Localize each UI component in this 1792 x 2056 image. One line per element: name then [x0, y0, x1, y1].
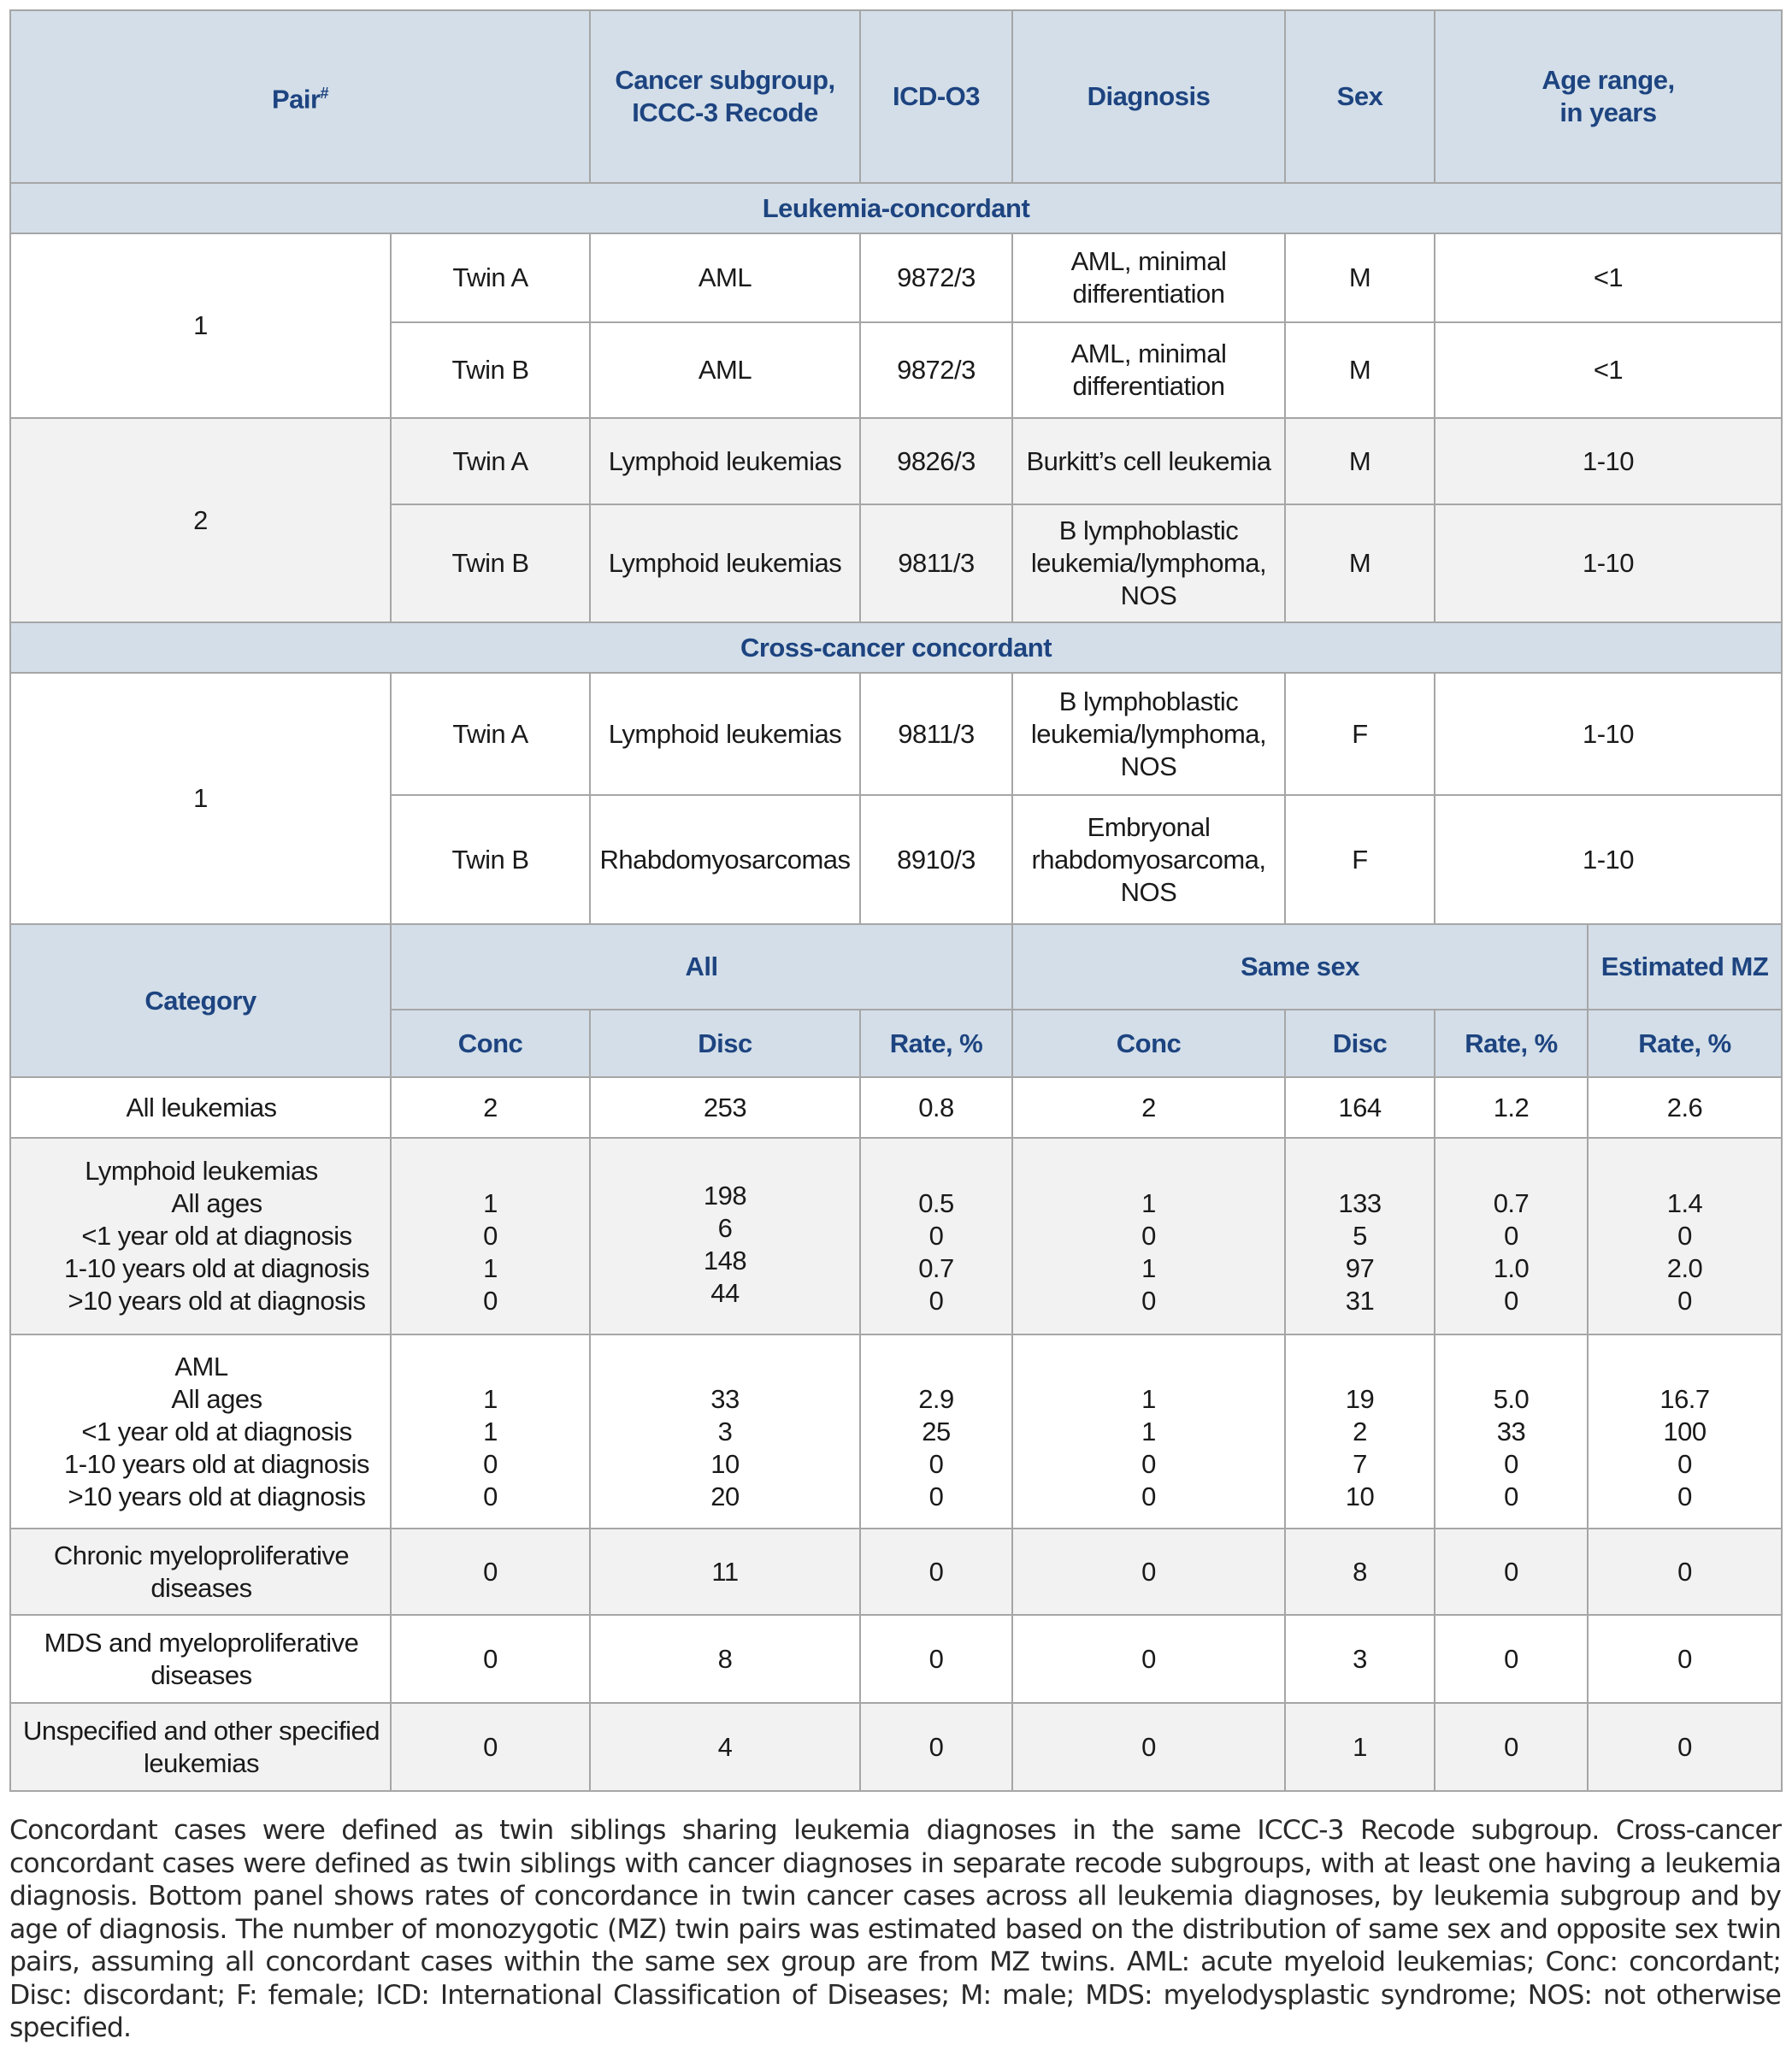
diagnosis: Embryonal rhabdomyosarcoma, NOS — [1012, 795, 1285, 924]
value: 31 — [1345, 1286, 1375, 1316]
header-all: All — [391, 924, 1012, 1010]
value: 3 — [1353, 1643, 1367, 1674]
value: 0 — [928, 1221, 944, 1251]
cancer-subgroup: Rhabdomyosarcomas — [590, 795, 860, 924]
header-estimated-mz: Estimated MZ — [1588, 924, 1782, 1010]
value: 4 — [717, 1731, 733, 1762]
cancer-subgroup: Lymphoid leukemias — [590, 504, 860, 622]
all-disc-cell — [590, 1334, 860, 1529]
value: 0 — [928, 1731, 944, 1762]
sex: F — [1285, 673, 1435, 795]
sex: M — [1285, 233, 1435, 322]
category-cell — [10, 1334, 391, 1529]
value: 253 — [703, 1092, 747, 1122]
value: 0 — [1141, 1221, 1156, 1251]
ss-conc-cell — [1012, 1138, 1285, 1334]
value: 44 — [710, 1277, 740, 1308]
header-all-rate: Rate, % — [860, 1010, 1012, 1077]
value: 7 — [1353, 1448, 1367, 1479]
mz-rate-cell — [1588, 1529, 1782, 1615]
section-title: Leukemia-concordant — [10, 183, 1782, 233]
category-label: Lymphoid leukemias — [85, 1156, 318, 1186]
ss-rate-cell — [1435, 1703, 1588, 1791]
mz-rate-cell — [1588, 1615, 1782, 1703]
value: 148 — [703, 1245, 747, 1275]
pair-number: 2 — [10, 418, 391, 622]
pairs-header-row — [10, 10, 1782, 183]
value: 164 — [1338, 1092, 1382, 1122]
age-subgroup-label: All ages — [171, 1383, 262, 1414]
value: 0 — [483, 1643, 498, 1674]
twin-label: Twin B — [391, 322, 590, 418]
age-range: <1 — [1435, 322, 1782, 418]
value: 133 — [1338, 1188, 1382, 1218]
category-cell — [10, 1138, 391, 1334]
value: 1 — [1141, 1253, 1156, 1283]
ss-disc-cell — [1285, 1077, 1435, 1138]
category-cell — [10, 1703, 391, 1791]
value: 10 — [1345, 1481, 1375, 1511]
value: 0 — [1141, 1286, 1156, 1316]
icd-code: 9811/3 — [860, 673, 1012, 795]
value: 0 — [1504, 1643, 1518, 1674]
spacer — [1442, 1155, 1580, 1187]
value: 0 — [1677, 1556, 1692, 1587]
value: 8 — [717, 1643, 733, 1674]
value: 0 — [483, 1731, 498, 1762]
ss-conc-cell — [1012, 1615, 1285, 1703]
ss-conc-cell — [1012, 1703, 1285, 1791]
age-subgroup-label: >10 years old at diagnosis — [68, 1481, 366, 1511]
age-subgroup-label: 1-10 years old at diagnosis — [63, 1448, 369, 1479]
value: 2.9 — [918, 1383, 954, 1414]
cancer-subgroup: Lymphoid leukemias — [590, 673, 860, 795]
twin-row — [10, 233, 1782, 322]
all-disc-cell — [590, 1138, 860, 1334]
ss-disc-cell — [1285, 1615, 1435, 1703]
icd-code: 9872/3 — [860, 233, 1012, 322]
spacer — [1293, 1351, 1427, 1383]
ss-rate-cell — [1435, 1138, 1588, 1334]
table-caption: Concordant cases were defined as twin siblings sharing leukemia diagnoses in the same ICCC-3 Recode subgroup. Cross-cancer concordant cases were defined as twin siblings with cancer diagnoses in separate recode subgroups, with at least one having a leukemia diagnosis. Bottom panel shows rates of concordance in twin cancer cases across all leukemia diagnoses, by leukemia subgroup and by age of diagnosis. The number of monozygotic (MZ) twin pairs was estimated based on the distribution of same sex and opposite sex twin pairs, assuming all concordant cases within the same sex group are from MZ twins. AML: acute myeloid leukemias; Conc: concordant; Disc: discordant; F: female; ICD: International Classification of Diseases; M: male; MDS: myelodysplastic syndrome; NOS: not otherwise specified. — [9, 1815, 1781, 2043]
spacer — [598, 1163, 852, 1180]
header-pair: Pair# — [10, 10, 590, 183]
diagnosis: Burkitt’s cell leukemia — [1012, 418, 1285, 504]
value: 198 — [703, 1180, 747, 1211]
value: 0 — [1677, 1731, 1692, 1762]
all-conc-cell — [391, 1529, 590, 1615]
spacer — [1020, 1351, 1277, 1383]
header-diagnosis: Diagnosis — [1012, 10, 1285, 183]
value: 1 — [483, 1383, 498, 1414]
value: 1 — [1353, 1731, 1367, 1762]
category-label: Unspecified and other specified leukemias — [22, 1715, 380, 1778]
diagnosis: B lymphoblastic leukemia/lymphoma, NOS — [1012, 504, 1285, 622]
value: 0 — [1677, 1481, 1692, 1511]
twin-label: Twin B — [391, 504, 590, 622]
all-disc-cell — [590, 1703, 860, 1791]
ss-rate-cell — [1435, 1077, 1588, 1138]
all-rate-cell — [860, 1334, 1012, 1529]
stats-header-row-1 — [10, 924, 1782, 1010]
header-same-sex: Same sex — [1012, 924, 1588, 1010]
value: 1 — [483, 1188, 498, 1218]
value: 0 — [1677, 1221, 1692, 1251]
mz-rate-cell — [1588, 1334, 1782, 1529]
ss-rate-cell — [1435, 1334, 1588, 1529]
age-subgroup-label: 1-10 years old at diagnosis — [63, 1253, 369, 1283]
all-disc-cell — [590, 1615, 860, 1703]
age-subgroup-label: All ages — [171, 1188, 262, 1218]
value: 1.2 — [1493, 1092, 1530, 1122]
sex: M — [1285, 322, 1435, 418]
category-label: MDS and myeloproliferative diseases — [44, 1627, 359, 1690]
icd-code: 9826/3 — [860, 418, 1012, 504]
stats-row — [10, 1529, 1782, 1615]
all-rate-cell — [860, 1703, 1012, 1791]
value: 0 — [483, 1286, 498, 1316]
value: 0 — [928, 1286, 944, 1316]
icd-code: 8910/3 — [860, 795, 1012, 924]
value: 0 — [1141, 1643, 1156, 1674]
header-all-conc: Conc — [391, 1010, 590, 1077]
stats-row — [10, 1334, 1782, 1529]
value: 0 — [1504, 1556, 1518, 1587]
sex: M — [1285, 418, 1435, 504]
cancer-subgroup: Lymphoid leukemias — [590, 418, 860, 504]
section-header-row — [10, 622, 1782, 673]
all-disc-cell — [590, 1077, 860, 1138]
twin-label: Twin A — [391, 233, 590, 322]
ss-disc-cell — [1285, 1138, 1435, 1334]
value: 1 — [1141, 1383, 1156, 1414]
header-icd: ICD-O3 — [860, 10, 1012, 183]
age-range: 1-10 — [1435, 504, 1782, 622]
all-disc-cell — [590, 1529, 860, 1615]
value: 1 — [483, 1253, 498, 1283]
spacer — [1293, 1155, 1427, 1187]
value: 0 — [1677, 1286, 1692, 1316]
value: 5 — [1353, 1221, 1367, 1251]
value: 10 — [710, 1448, 740, 1479]
age-subgroup-label: <1 year old at diagnosis — [81, 1416, 352, 1446]
ss-conc-cell — [1012, 1334, 1285, 1529]
value: 33 — [1496, 1416, 1526, 1446]
category-cell — [10, 1615, 391, 1703]
all-conc-cell — [391, 1077, 590, 1138]
value: 0 — [483, 1481, 498, 1511]
cancer-subgroup: AML — [590, 322, 860, 418]
value: 1.4 — [1666, 1188, 1703, 1218]
category-label: All leukemias — [126, 1092, 277, 1122]
category-cell — [10, 1529, 391, 1615]
pair-number: 1 — [10, 233, 391, 418]
twin-concordance-table — [9, 9, 1783, 1792]
pair-number: 1 — [10, 673, 391, 924]
value: 97 — [1345, 1253, 1375, 1283]
value: 2 — [1141, 1092, 1156, 1122]
spacer — [1020, 1155, 1277, 1187]
value: 0 — [1677, 1448, 1692, 1479]
value: 0 — [928, 1643, 944, 1674]
ss-rate-cell — [1435, 1529, 1588, 1615]
value: 1 — [483, 1416, 498, 1446]
section-title: Cross-cancer concordant — [10, 622, 1782, 673]
ss-rate-cell — [1435, 1615, 1588, 1703]
value: 0 — [928, 1448, 944, 1479]
stats-row — [10, 1077, 1782, 1138]
spacer — [868, 1351, 1005, 1383]
header-cancer-subgroup: Cancer subgroup, ICCC-3 Recode — [590, 10, 860, 183]
stats-row — [10, 1138, 1782, 1334]
value: 2 — [1353, 1416, 1367, 1446]
value: 0 — [483, 1556, 498, 1587]
spacer — [868, 1155, 1005, 1187]
mz-rate-cell — [1588, 1077, 1782, 1138]
spacer — [1595, 1155, 1774, 1187]
value: 0 — [1504, 1448, 1518, 1479]
age-range: 1-10 — [1435, 795, 1782, 924]
header-same-sex-conc: Conc — [1012, 1010, 1285, 1077]
diagnosis: AML, minimal differentiation — [1012, 322, 1285, 418]
value: 0 — [1141, 1731, 1156, 1762]
value: 0 — [1141, 1481, 1156, 1511]
ss-conc-cell — [1012, 1077, 1285, 1138]
value: 1 — [1141, 1188, 1156, 1218]
value: 0 — [928, 1556, 944, 1587]
all-rate-cell — [860, 1077, 1012, 1138]
header-sex: Sex — [1285, 10, 1435, 183]
value: 0 — [1504, 1731, 1518, 1762]
value: 5.0 — [1493, 1383, 1530, 1414]
ss-conc-cell — [1012, 1529, 1285, 1615]
diagnosis: B lymphoblastic leukemia/lymphoma, NOS — [1012, 673, 1285, 795]
category-label: Chronic myeloproliferative diseases — [53, 1540, 350, 1603]
value: 25 — [922, 1416, 951, 1446]
section-header-row — [10, 183, 1782, 233]
age-range: 1-10 — [1435, 418, 1782, 504]
icd-code: 9872/3 — [860, 322, 1012, 418]
category-label: AML — [174, 1351, 228, 1381]
value: 1 — [1141, 1416, 1156, 1446]
value: 2.0 — [1666, 1253, 1703, 1283]
value: 16.7 — [1659, 1383, 1710, 1414]
header-all-disc: Disc — [590, 1010, 860, 1077]
value: 2 — [483, 1092, 498, 1122]
value: 6 — [717, 1212, 733, 1243]
value: 100 — [1663, 1416, 1707, 1446]
header-category: Category — [10, 924, 391, 1077]
value: 0.8 — [918, 1092, 954, 1122]
all-conc-cell — [391, 1703, 590, 1791]
cancer-subgroup: AML — [590, 233, 860, 322]
header-age-range: Age range, in years — [1435, 10, 1782, 183]
value: 0 — [1141, 1448, 1156, 1479]
all-conc-cell — [391, 1138, 590, 1334]
spacer — [1442, 1351, 1580, 1383]
age-subgroup-label: <1 year old at diagnosis — [81, 1221, 352, 1251]
ss-disc-cell — [1285, 1703, 1435, 1791]
mz-rate-cell — [1588, 1138, 1782, 1334]
sex: M — [1285, 504, 1435, 622]
header-mz-rate: Rate, % — [1588, 1010, 1782, 1077]
value: 0.5 — [918, 1188, 954, 1218]
spacer — [598, 1351, 852, 1383]
age-range: <1 — [1435, 233, 1782, 322]
value: 3 — [717, 1416, 733, 1446]
value: 0 — [483, 1448, 498, 1479]
value: 0 — [1141, 1556, 1156, 1587]
value: 11 — [711, 1556, 739, 1587]
ss-disc-cell — [1285, 1529, 1435, 1615]
value: 0 — [483, 1221, 498, 1251]
all-conc-cell — [391, 1615, 590, 1703]
ss-disc-cell — [1285, 1334, 1435, 1529]
all-conc-cell — [391, 1334, 590, 1529]
twin-row — [10, 673, 1782, 795]
icd-code: 9811/3 — [860, 504, 1012, 622]
header-same-sex-rate: Rate, % — [1435, 1010, 1588, 1077]
all-rate-cell — [860, 1615, 1012, 1703]
age-subgroup-label: >10 years old at diagnosis — [68, 1286, 366, 1316]
all-rate-cell — [860, 1529, 1012, 1615]
value: 8 — [1353, 1556, 1367, 1587]
value: 0.7 — [918, 1253, 954, 1283]
value: 1.0 — [1493, 1253, 1530, 1283]
category-cell — [10, 1077, 391, 1138]
value: 0.7 — [1493, 1188, 1530, 1218]
twin-label: Twin A — [391, 418, 590, 504]
age-range: 1-10 — [1435, 673, 1782, 795]
pair-footnote-mark: # — [320, 85, 329, 103]
value: 0 — [928, 1481, 944, 1511]
mz-rate-cell — [1588, 1703, 1782, 1791]
value: 19 — [1345, 1383, 1375, 1414]
stats-row — [10, 1615, 1782, 1703]
header-same-sex-disc: Disc — [1285, 1010, 1435, 1077]
value: 0 — [1504, 1221, 1518, 1251]
value: 33 — [710, 1383, 740, 1414]
twin-label: Twin A — [391, 673, 590, 795]
value: 0 — [1504, 1286, 1518, 1316]
value: 0 — [1677, 1643, 1692, 1674]
spacer — [398, 1155, 582, 1187]
sex: F — [1285, 795, 1435, 924]
diagnosis: AML, minimal differentiation — [1012, 233, 1285, 322]
value: 20 — [710, 1481, 740, 1511]
value: 0 — [1504, 1481, 1518, 1511]
all-rate-cell — [860, 1138, 1012, 1334]
twin-label: Twin B — [391, 795, 590, 924]
value: 2.6 — [1666, 1092, 1703, 1122]
spacer — [1595, 1351, 1774, 1383]
stats-row — [10, 1703, 1782, 1791]
twin-row — [10, 418, 1782, 504]
spacer — [398, 1351, 582, 1383]
